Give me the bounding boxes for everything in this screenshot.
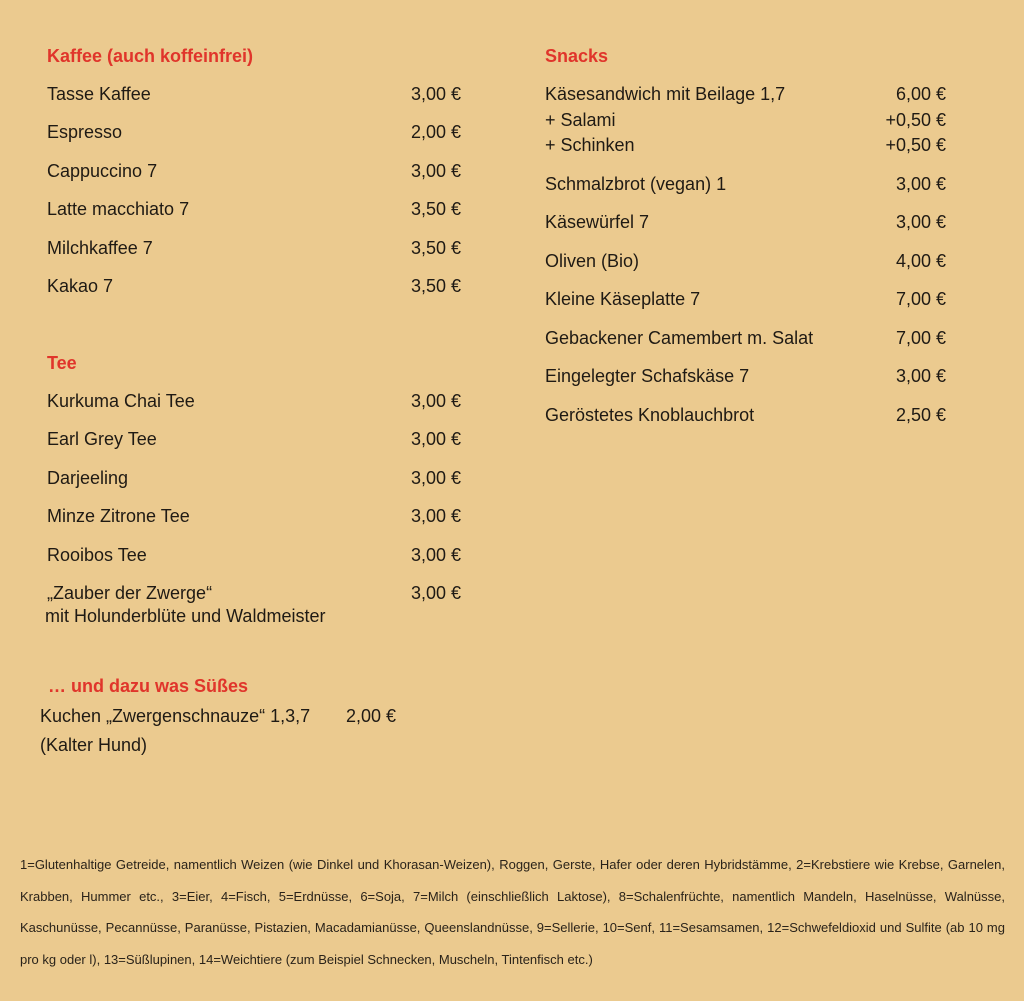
item-price: 3,00 € — [410, 467, 461, 488]
section-tee — [45, 351, 461, 626]
menu-item — [47, 390, 461, 428]
item-price: 2,00 € — [345, 706, 396, 726]
item-name: Gebackener Camembert m. Salat — [545, 327, 814, 348]
item-name: Oliven (Bio) — [545, 250, 640, 271]
item-name: + Schinken — [545, 135, 635, 155]
menu-item — [47, 275, 461, 313]
item-price: 3,00 € — [410, 506, 461, 527]
section-kaffee — [47, 44, 461, 296]
item-price: 2,50 € — [895, 404, 946, 425]
item-price: 3,00 € — [895, 366, 946, 386]
menu-item — [45, 582, 461, 626]
menu-item — [545, 327, 946, 366]
item-name: Kuchen „Zwergenschnauze“ 1,3,7 — [40, 706, 311, 726]
item-price: 3,50 € — [410, 199, 461, 220]
menu-item — [40, 705, 396, 729]
menu-item — [47, 160, 461, 198]
section-snacks — [545, 44, 946, 425]
item-price: +0,50 € — [885, 135, 946, 155]
item-name: Kakao 7 — [47, 275, 114, 296]
item-name: + Salami — [545, 109, 616, 130]
menu-item — [47, 505, 461, 543]
item-price: 3,00 € — [895, 173, 946, 194]
section-title-snacks: Snacks — [545, 46, 609, 66]
menu-item — [545, 173, 946, 212]
section-title-kaffee: Kaffee (auch koffeinfrei) — [47, 46, 254, 66]
item-price: 7,00 € — [895, 289, 946, 309]
item-name: Schmalzbrot (vegan) 1 — [545, 173, 727, 194]
item-name: Darjeeling — [47, 467, 129, 488]
item-name: Tasse Kaffee — [47, 84, 151, 104]
menu-item — [545, 250, 946, 289]
item-name: Earl Grey Tee — [47, 429, 157, 450]
menu-item — [545, 365, 946, 404]
item-price: 3,00 € — [410, 160, 461, 181]
item-description: (Kalter Hund) — [40, 735, 148, 755]
item-price: 3,00 € — [895, 212, 946, 232]
menu-item — [47, 121, 461, 159]
item-name: Espresso — [47, 122, 123, 143]
item-name: Latte macchiato 7 — [47, 199, 190, 220]
item-price: 3,00 € — [410, 544, 461, 565]
item-price: 3,00 € — [410, 391, 461, 411]
item-price: +0,50 € — [885, 109, 946, 130]
item-name: Käsesandwich mit Beilage 1,7 — [545, 84, 786, 104]
menu-item — [545, 134, 946, 173]
menu-item — [545, 109, 946, 135]
snacks-list — [545, 83, 946, 442]
item-price: 4,00 € — [895, 250, 946, 271]
menu-item — [47, 237, 461, 275]
item-name: Käsewürfel 7 — [545, 212, 650, 232]
kaffee-list — [47, 83, 461, 313]
menu-item — [47, 198, 461, 236]
item-price: 2,00 € — [410, 122, 461, 143]
item-name: Eingelegter Schafskäse 7 — [545, 366, 750, 386]
menu-item — [545, 288, 946, 327]
menu-item — [545, 404, 946, 443]
menu-item — [545, 83, 946, 109]
item-price: 3,00 € — [410, 84, 461, 104]
item-name: Rooibos Tee — [47, 544, 147, 565]
menu-item — [545, 211, 946, 250]
item-name: Kurkuma Chai Tee — [47, 391, 195, 411]
section-title-suess: … und dazu was Süßes — [48, 676, 249, 696]
item-name: Milchkaffee 7 — [47, 237, 153, 258]
tee-list — [45, 390, 461, 626]
item-price: 7,00 € — [895, 327, 946, 348]
menu-item — [47, 83, 461, 121]
item-name: Kleine Käseplatte 7 — [545, 289, 701, 309]
section-title-tee: Tee — [47, 353, 77, 373]
menu-item — [47, 467, 461, 505]
item-price: 3,00 € — [410, 582, 461, 603]
menu-item — [47, 428, 461, 466]
item-name: Minze Zitrone Tee — [47, 506, 190, 527]
section-suess — [40, 674, 407, 755]
item-name: Geröstetes Knoblauchbrot — [545, 404, 755, 425]
item-price: 6,00 € — [895, 84, 946, 104]
item-price: 3,00 € — [410, 429, 461, 450]
item-name: „Zauber der Zwerge“ — [47, 582, 213, 603]
allergen-footnote: 1=Glutenhaltige Getreide, namentlich Weizen (wie Dinkel und Khorasan-Weizen), Roggen, Gerste, Hafer oder deren Hybridstämme, 2=Krebstiere wie Krebse, Garnelen, Krabben, Hummer etc., 3=Eier, 4=Fisch, 5=Erdnüsse, 6=Soja, 7=Milch (einschließlich Laktose), 8=Schalenfrüchte, namentlich Mandeln, Haselnüsse, Walnüsse, Kaschunüsse, Pecannüsse, Paranüsse, Pistazien, Macadamianüsse, Queenslandnüsse, 9=Sellerie, 10=Senf, 11=Sesamsamen, 12=Schwefeldioxid und Sulfite (ab 10 mg pro kg oder l), 13=Süßlupinen, 14=Weichtiere (zum Beispiel Schnecken, Muscheln, Tintenfisch etc.) — [20, 857, 1005, 967]
item-name: Cappuccino 7 — [47, 160, 158, 181]
menu-item — [47, 544, 461, 582]
item-price: 3,50 € — [410, 275, 461, 296]
item-price: 3,50 € — [410, 237, 461, 258]
item-description: mit Holunderblüte und Waldmeister — [45, 605, 326, 626]
